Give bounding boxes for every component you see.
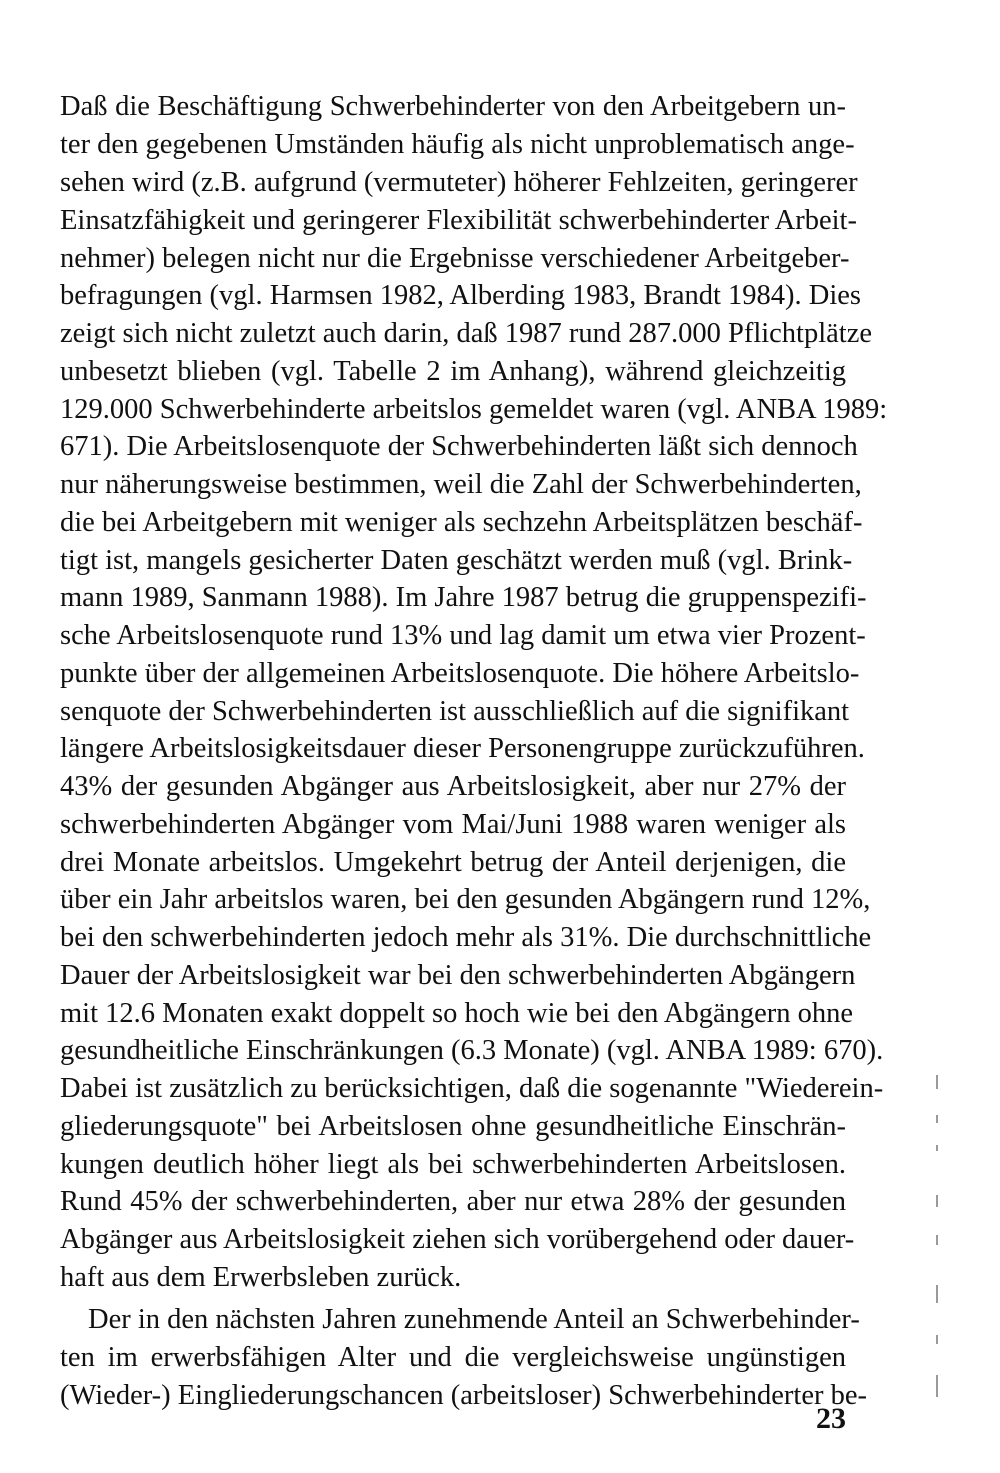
text-line: nehmer) belegen nicht nur die Ergebnisse verschiedener Arbeitgeber- bbox=[60, 243, 850, 274]
text-line: gliederungsquote" bei Arbeitslosen ohne gesundheitliche Einschrän- bbox=[60, 1111, 846, 1142]
text-line: längere Arbeitslosigkeitsdauer dieser Personengruppe zurückzuführen. bbox=[60, 733, 865, 764]
text-line: Abgänger aus Arbeitslosigkeit ziehen sich vorübergehend oder dauer- bbox=[60, 1224, 855, 1255]
text-line: mit 12.6 Monaten exakt doppelt so hoch wie bei den Abgängern ohne bbox=[60, 998, 854, 1029]
scan-artifact bbox=[934, 1075, 940, 1405]
text-line: Einsatzfähigkeit und geringerer Flexibilität schwerbehinderter Arbeit- bbox=[60, 205, 857, 236]
text-line: ter den gegebenen Umständen häufig als nicht unproblematisch ange- bbox=[60, 129, 855, 160]
text-line: unbesetzt blieben (vgl. Tabelle 2 im Anhang), während gleichzeitig bbox=[60, 356, 846, 387]
text-line: tigt ist, mangels gesicherter Daten geschätzt werden muß (vgl. Brink- bbox=[60, 545, 853, 576]
text-line: gesundheitliche Einschränkungen (6.3 Monate) (vgl. ANBA 1989: 670). bbox=[60, 1035, 884, 1066]
text-line: Dabei ist zusätzlich zu berücksichtigen, daß die sogenannte "Wiederein- bbox=[60, 1073, 884, 1104]
text-line: sche Arbeitslosenquote rund 13% und lag damit um etwa vier Prozent- bbox=[60, 620, 866, 651]
text-line: drei Monate arbeitslos. Umgekehrt betrug der Anteil derjenigen, die bbox=[60, 847, 846, 878]
page-number: 23 bbox=[816, 1402, 846, 1435]
text-line: 129.000 Schwerbehinderte arbeitslos gemeldet waren (vgl. ANBA 1989: bbox=[60, 394, 888, 425]
text-line: Rund 45% der schwerbehinderten, aber nur etwa 28% der gesunden bbox=[60, 1186, 846, 1217]
text-line: 671). Die Arbeitslosenquote der Schwerbehinderten läßt sich dennoch bbox=[60, 431, 858, 462]
text-line: ten im erwerbsfähigen Alter und die vergleichsweise ungünstigen bbox=[60, 1342, 846, 1373]
text-line: Daß die Beschäftigung Schwerbehinderter von den Arbeitgebern un- bbox=[60, 91, 846, 122]
text-line: Dauer der Arbeitslosigkeit war bei den schwerbehinderten Abgängern bbox=[60, 960, 856, 991]
text-line: die bei Arbeitgebern mit weniger als sechzehn Arbeitsplätzen beschäf- bbox=[60, 507, 863, 538]
text-line: punkte über der allgemeinen Arbeitslosenquote. Die höhere Arbeitslo- bbox=[60, 658, 860, 689]
text-line: bei den schwerbehinderten jedoch mehr als 31%. Die durchschnittliche bbox=[60, 922, 872, 953]
text-line: haft aus dem Erwerbsleben zurück. bbox=[60, 1262, 462, 1293]
text-line: Der in den nächsten Jahren zunehmende Anteil an Schwerbehinder- bbox=[88, 1304, 860, 1335]
text-line: zeigt sich nicht zuletzt auch darin, daß 1987 rund 287.000 Pflichtplätze bbox=[60, 318, 873, 349]
text-line: 43% der gesunden Abgänger aus Arbeitslosigkeit, aber nur 27% der bbox=[60, 771, 846, 802]
text-line: sehen wird (z.B. aufgrund (vermuteter) höherer Fehlzeiten, geringerer bbox=[60, 167, 858, 198]
text-line: mann 1989, Sanmann 1988). Im Jahre 1987 betrug die gruppenspezifi- bbox=[60, 582, 867, 613]
text-line: nur näherungsweise bestimmen, weil die Zahl der Schwerbehinderten, bbox=[60, 469, 862, 500]
text-line: kungen deutlich höher liegt als bei schwerbehinderten Arbeitslosen. bbox=[60, 1149, 846, 1180]
text-line: über ein Jahr arbeitslos waren, bei den gesunden Abgängern rund 12%, bbox=[60, 884, 871, 915]
text-line: schwerbehinderten Abgänger vom Mai/Juni 1988 waren weniger als bbox=[60, 809, 846, 840]
text-line: befragungen (vgl. Harmsen 1982, Alberding 1983, Brandt 1984). Dies bbox=[60, 280, 862, 311]
text-line: (Wieder-) Eingliederungschancen (arbeitsloser) Schwerbehinderter be- bbox=[60, 1380, 867, 1411]
text-line: senquote der Schwerbehinderten ist ausschließlich auf die signifikant bbox=[60, 696, 850, 727]
